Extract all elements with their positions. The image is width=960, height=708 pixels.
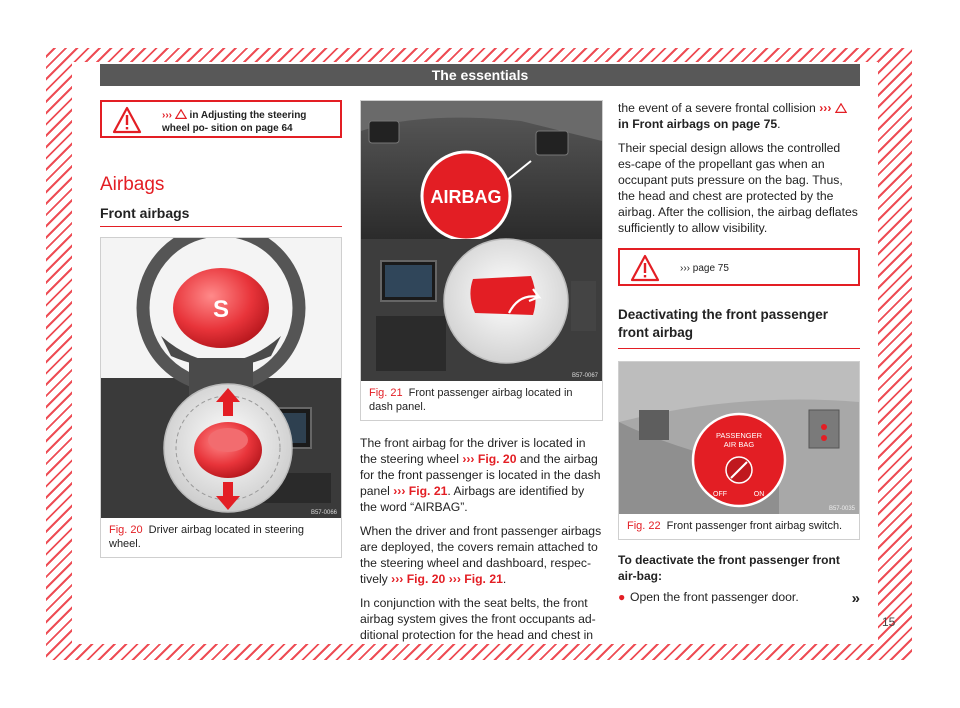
paragraph-design: Their special design allows the controlled es-cape of the propellant gas when an occupant puts pressure on the bag. Thus, the head and chest are protected by the airbag. After the collision, the airbag deflates sufficiently to allow visibility. bbox=[618, 141, 858, 235]
chapter-header: The essentials bbox=[100, 64, 860, 86]
switch-off-label: OFF bbox=[713, 491, 727, 498]
figure-link[interactable]: ››› Fig. 21 bbox=[448, 572, 503, 586]
column-2 bbox=[360, 100, 603, 643]
caption-text: Driver airbag located in steering wheel. bbox=[109, 524, 304, 550]
seat-logo: S bbox=[212, 296, 230, 323]
figure-code: B57-0035 bbox=[828, 506, 855, 512]
figure-code: B57-0066 bbox=[310, 510, 337, 516]
step-text: Open the front passenger door. bbox=[630, 590, 799, 604]
warning-text: in Adjusting the steering wheel po- sition on page 64 bbox=[162, 110, 307, 134]
text-run: When the driver and front passenger airbags are deployed, the covers remain attached to the steering wheel and dashboard, respec-tively bbox=[360, 524, 602, 586]
paragraph-collision bbox=[618, 100, 860, 132]
figure-link[interactable]: ››› Fig. 20 bbox=[462, 452, 517, 466]
paragraph-seat-belts: In conjunction with the seat belts, the front airbag system gives the front occupants ad-ditional protection for the head and chest in bbox=[360, 596, 596, 642]
paragraph-airbag-location bbox=[360, 435, 603, 515]
text-run: . Airbags are identified by the word “AIRBAG”. bbox=[360, 484, 585, 514]
figure-caption bbox=[361, 381, 602, 420]
section-title: Airbags bbox=[100, 174, 165, 195]
figure-link[interactable]: ››› Fig. 20 bbox=[391, 572, 446, 586]
caption-text: Front passenger airbag located in dash panel. bbox=[369, 387, 573, 413]
paragraph-covers bbox=[360, 523, 603, 587]
figure-label: Fig. 22 bbox=[627, 520, 661, 532]
warning-icon bbox=[112, 106, 142, 134]
switch-label-line1: PASSENGER bbox=[715, 431, 763, 440]
continued-marker: » bbox=[851, 590, 860, 607]
text-run: . bbox=[502, 572, 507, 586]
figure-caption bbox=[619, 514, 859, 539]
instruction-heading: To deactivate the front passenger front air-bag: bbox=[618, 553, 840, 583]
bullet-icon: ● bbox=[618, 590, 626, 604]
text-run: the event of a severe frontal collision bbox=[618, 101, 820, 115]
figure-label: Fig. 21 bbox=[369, 387, 403, 399]
warning-box bbox=[100, 100, 342, 138]
switch-label-line2: AIR BAG bbox=[723, 440, 755, 449]
subsection-title: Front airbags bbox=[100, 205, 342, 227]
subsection-title: Deactivating the front passenger front airbag bbox=[618, 306, 860, 349]
warning-box bbox=[618, 248, 860, 286]
small-warning-icon bbox=[175, 109, 187, 119]
caption-text: Front passenger front airbag switch. bbox=[666, 520, 843, 532]
link-arrow: ››› bbox=[162, 110, 172, 121]
text-run: and the airbag for the front passenger is located in the dash panel bbox=[360, 452, 601, 498]
figure-caption bbox=[101, 518, 341, 557]
text-run: . bbox=[777, 117, 781, 131]
figure-22 bbox=[618, 361, 860, 540]
link-arrow: ››› bbox=[819, 101, 832, 115]
figure-21 bbox=[360, 100, 603, 421]
figure-20 bbox=[100, 237, 342, 558]
text-run: in Front airbags on page 75 bbox=[618, 117, 778, 131]
warning-reference[interactable] bbox=[162, 109, 334, 135]
page-number: 15 bbox=[882, 615, 896, 629]
small-warning-icon bbox=[835, 103, 847, 113]
warning-link[interactable] bbox=[819, 101, 847, 115]
figure-label: Fig. 20 bbox=[109, 524, 143, 536]
driver-airbag-illustration bbox=[101, 238, 341, 518]
column-3 bbox=[618, 100, 860, 607]
airbag-badge: AIRBAG bbox=[430, 187, 502, 207]
figure-link[interactable]: ››› Fig. 21 bbox=[393, 484, 448, 498]
text-run: The front airbag for the driver is located in the steering wheel bbox=[360, 436, 586, 466]
instruction-step bbox=[618, 590, 860, 607]
warning-icon bbox=[630, 254, 660, 282]
passenger-airbag-illustration bbox=[361, 101, 602, 381]
switch-on-label: ON bbox=[753, 491, 765, 498]
column-1 bbox=[100, 100, 342, 558]
warning-page-link[interactable]: ››› page 75 bbox=[680, 263, 729, 274]
passenger-airbag-switch-illustration bbox=[619, 362, 859, 514]
figure-code: B57-0067 bbox=[571, 373, 598, 379]
